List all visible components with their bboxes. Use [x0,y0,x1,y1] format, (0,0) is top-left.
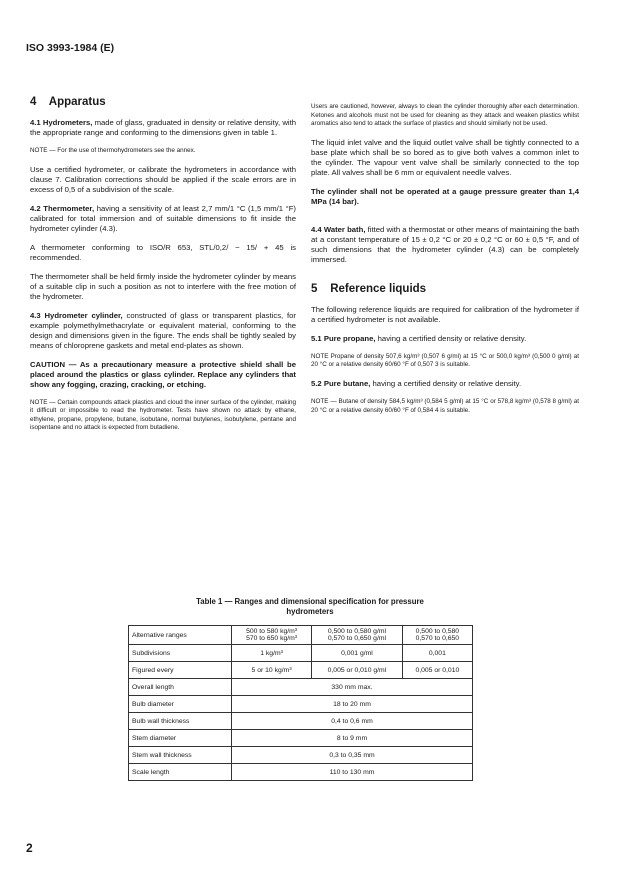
row-label: Bulb diameter [129,696,232,713]
document-header: ISO 3993-1984 (E) [26,42,115,54]
table-cell: 0,001 g/ml [312,645,403,662]
paragraph-thermometer-held: The thermometer shall be held firmly inside the hydrometer cylinder by means of a suitable clip in such a position as not to interfere with the free motion of the hydrometer. [30,271,296,301]
table-cell: 1 kg/m³ [232,645,312,662]
table-row [129,662,473,679]
pressure-warning: The cylinder shall not be operated at a gauge pressure greater than 1,4 MPa (14 bar). [311,186,579,206]
clause-4-2 [30,204,296,234]
table-row [129,713,473,730]
clause-text: fitted with a thermostat or other means of maintaining the bath at a constant temperature of 15 ± 0,2 °C or 20 ± 0,2 °C or 60 ± 0,5 °F, and of such dimensions that the hydrometer cylinder (4.3) can be completely immersed. [311,224,579,264]
table-cell: 5 or 10 kg/m³ [232,662,312,679]
paragraph-reference-liquids: The following reference liquids are required for calibration of the hydrometer if a certified hydrometer is not available. [311,304,579,324]
clause-lead: 5.2 Pure butane, [311,378,371,388]
right-column [311,103,579,424]
note-butane: NOTE — Butane of density 584,5 kg/m³ (0,584 5 g/ml) at 15 °C or 578,8 kg/m³ (0,578 8 g/ml) at 20 °C or a relative density 60/60 °F of 0,584 4 is suitable. [311,397,579,414]
section-number: 5 [311,282,318,295]
spec-table [128,625,473,781]
caution-paragraph: CAUTION — As a precautionary measure a protective shield shall be placed around the plastics or glass cylinder. Replace any cylinders that show any fogging, crazing, cracking, or etching. [30,359,296,389]
table-caption [140,597,480,617]
table-row [129,747,473,764]
table-row [129,645,473,662]
table-caption-line: hydrometers [286,607,334,616]
table-cell: 0,4 to 0,6 mm [232,713,473,730]
cell-line: 0,570 to 0,650 [415,635,460,642]
row-label: Alternative ranges [129,626,232,645]
clause-lead: 5.1 Pure propane, [311,333,376,343]
clause-4-3 [30,311,296,351]
cell-line: 0,500 to 0,580 [415,628,460,635]
table-row [129,764,473,781]
note-compounds: NOTE — Certain compounds attack plastics and cloud the inner surface of the cylinder, making it difficult or impossible to read the hydrometer. Tests have shown no attack by ethane, ethylene, propane, propylene, butane, isobutane, normal butylenes, isobutylene, pentane and isopentane and no attack is expected from butadiene. [30,398,296,432]
clause-text: constructed of glass or transparent plastics, for example polymethylmethacrylate or equivalent material, conforming to the design and dimensions given in the figure. The ends shall be tightly sealed by means of chloroprene gaskets and metal end-plates as shown. [30,310,296,350]
row-label: Stem wall thickness [129,747,232,764]
paragraph-valves: The liquid inlet valve and the liquid outlet valve shall be tightly connected to a base plate which shall be so bored as to give both valves a common inlet to the cylinder. The vapour vent valve shall be similarly connected to the top plate. All valves shall be 6 mm or equivalent needle valves. [311,137,579,177]
paragraph-users-cautioned: Users are cautioned, however, always to clean the cylinder thoroughly after each determination. Ketones and alcohols must not be used for cleaning as they attack and weaken plastics whilst aromatics also tend to attack the surface of plastics and should similarly not be used. [311,103,579,128]
cell-line: 570 to 650 kg/m³ [246,635,298,642]
section-title: Reference liquids [330,282,427,295]
row-label: Stem diameter [129,730,232,747]
table-cell [312,626,403,645]
section-4-heading [30,96,296,108]
table-row [129,696,473,713]
row-label: Scale length [129,764,232,781]
table-row [129,626,473,645]
table-cell: 330 mm max. [232,679,473,696]
section-number: 4 [30,96,37,108]
clause-lead: 4.4 Water bath, [311,224,366,234]
table-cell: 18 to 20 mm [232,696,473,713]
clause-4-1 [30,118,296,138]
note-thermohydrometers: NOTE — For the use of thermohydrometers see the annex. [30,147,196,154]
table-cell [232,626,312,645]
clause-5-2 [311,379,579,389]
row-label: Subdivisions [129,645,232,662]
cell-line: 0,500 to 0,580 g/ml [327,628,387,635]
clause-lead: 4.2 Thermometer, [30,203,95,213]
row-label: Bulb wall thickness [129,713,232,730]
table-cell: 0,001 [402,645,472,662]
paragraph-thermometer-recommended: A thermometer conforming to ISO/R 653, STL/0,2/ − 15/ + 45 is recommended. [30,242,296,262]
left-column [30,96,296,442]
section-5-heading [311,283,579,295]
cell-line: 0,570 to 0,650 g/ml [327,635,387,642]
paragraph-certified-hydrometer: Use a certified hydrometer, or calibrate the hydrometers in accordance with clause 7. Calibration corrections should be applied if the scale errors are in excess of 0,5 of a subdivision of the scale. [30,164,296,194]
table-cell [402,626,472,645]
table-cell: 8 to 9 mm [232,730,473,747]
row-label: Figured every [129,662,232,679]
clause-text: having a certified density or relative density. [375,333,527,343]
row-label: Overall length [129,679,232,696]
clause-text: having a certified density or relative density. [370,378,522,388]
table-cell: 0,005 or 0,010 [402,662,472,679]
clause-lead: 4.3 Hydrometer cylinder, [30,310,123,320]
table-cell: 110 to 130 mm [232,764,473,781]
clause-5-1 [311,334,579,344]
cell-line: 500 to 580 kg/m³ [246,628,298,635]
section-title: Apparatus [48,96,106,108]
table-row [129,730,473,747]
table-cell: 0,3 to 0,35 mm [232,747,473,764]
table-cell: 0,005 or 0,010 g/ml [312,662,403,679]
clause-4-4 [311,225,579,265]
clause-text: having a sensitivity of at least 2,7 mm/1 °C (1,5 mm/1 °F) calibrated for total immersion and of suitable dimensions to fit inside the hydrometer cylinder (4.3). [30,203,296,233]
table-caption-line: Table 1 — Ranges and dimensional specification for pressure [196,597,424,606]
note-propane: NOTE Propane of density 507,6 kg/m³ (0,507 6 g/ml) at 15 °C or 500,0 kg/m³ (0,500 0 g/ml) at 20 °C or a relative density 60/60 °F of 0,507 3 is suitable. [311,352,579,369]
clause-lead: 4.1 Hydrometers, [30,118,93,127]
clause-text: made of glass, graduated in density or relative density, with the appropriate range and conforming to the dimensions given in table 1. [30,118,296,137]
table-row [129,679,473,696]
page-number: 2 [26,841,33,855]
